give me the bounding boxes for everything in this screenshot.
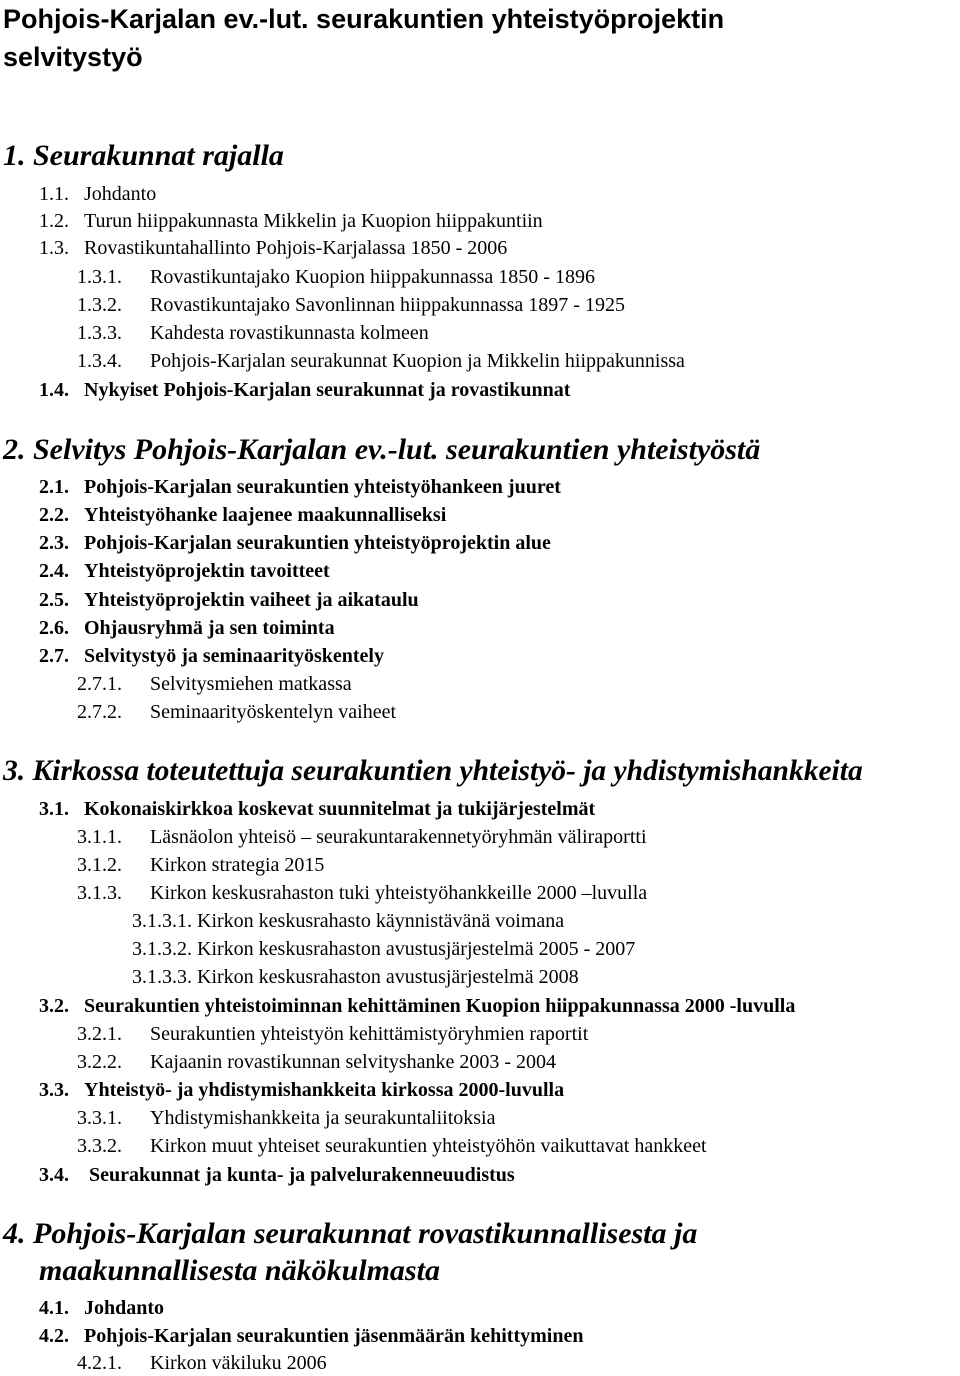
toc-number: 1.3.1. — [77, 266, 122, 288]
toc-item-1-3-4 — [77, 348, 685, 374]
toc-text: Kirkon muut yhteiset seurakuntien yhteistyöhön vaikuttavat hankkeet — [150, 1135, 707, 1157]
toc-number: 2.3. — [39, 532, 69, 554]
toc-item-3-1-1 — [77, 824, 647, 850]
toc-item-3-1-3-2 — [132, 936, 635, 962]
toc-text: Rovastikuntajako Kuopion hiippakunnassa 1850 - 1896 — [150, 266, 595, 288]
toc-number: 3.3.1. — [77, 1107, 122, 1129]
toc-number: 2.7. — [39, 645, 69, 667]
toc-number: 3.4. — [39, 1164, 69, 1186]
toc-text: Kirkon keskusrahaston avustusjärjestelmä 2005 - 2007 — [197, 938, 636, 960]
toc-item-2-6 — [39, 615, 335, 641]
toc-text: Rovastikuntajako Savonlinnan hiippakunnassa 1897 - 1925 — [150, 294, 625, 316]
section-2-heading: 2. Selvitys Pohjois-Karjalan ev.-lut. seurakuntien yhteistyöstä — [3, 433, 761, 466]
toc-text: Kokonaiskirkkoa koskevat suunnitelmat ja tukijärjestelmät — [84, 798, 596, 820]
toc-item-1-3 — [39, 235, 507, 261]
toc-text: Yhteistyöprojektin vaiheet ja aikataulu — [84, 589, 419, 611]
toc-number: 3.2.2. — [77, 1051, 122, 1073]
toc-item-2-3 — [39, 530, 551, 556]
document-title-line-1: Pohjois-Karjalan ev.-lut. seurakuntien yhteistyöprojektin — [3, 4, 725, 34]
toc-item-1-2 — [39, 208, 543, 234]
toc-item-3-1-3-3 — [132, 964, 579, 990]
toc-item-2-2 — [39, 502, 446, 528]
toc-item-4-2-1 — [77, 1350, 327, 1376]
toc-item-3-1 — [39, 796, 595, 822]
toc-text: Pohjois-Karjalan seurakuntien yhteistyöprojektin alue — [84, 532, 551, 554]
toc-number: 2.1. — [39, 476, 69, 498]
toc-text: Yhteistyöhanke laajenee maakunnalliseksi — [84, 504, 447, 526]
toc-text: Johdanto — [84, 1297, 165, 1319]
toc-item-3-4 — [39, 1162, 515, 1188]
toc-number: 1.2. — [39, 210, 69, 232]
toc-text: Seurakunnat ja kunta- ja palvelurakenneuudistus — [84, 1164, 515, 1186]
toc-item-1-3-1 — [77, 264, 595, 290]
toc-item-3-2 — [39, 993, 795, 1019]
toc-item-3-1-3 — [77, 880, 647, 906]
toc-item-4-2 — [39, 1323, 583, 1349]
toc-text: Pohjois-Karjalan seurakuntien jäsenmäärän kehittyminen — [84, 1325, 584, 1347]
toc-text: Seurakuntien yhteistoiminnan kehittäminen Kuopion hiippakunnassa 2000 -luvulla — [84, 995, 796, 1017]
toc-number: 3.3. — [39, 1079, 69, 1101]
toc-text: Kirkon keskusrahaston tuki yhteistyöhankkeille 2000 –luvulla — [150, 882, 648, 904]
toc-text: Seurakuntien yhteistyön kehittämistyöryhmien raportit — [150, 1023, 589, 1045]
toc-text: Kajaanin rovastikunnan selvityshanke 2003 - 2004 — [150, 1051, 557, 1073]
toc-item-3-2-1 — [77, 1021, 588, 1047]
toc-item-3-1-2 — [77, 852, 324, 878]
toc-text: Ohjausryhmä ja sen toiminta — [84, 617, 335, 639]
toc-item-2-4 — [39, 558, 330, 584]
toc-text: Yhteistyö- ja yhdistymishankkeita kirkossa 2000-luvulla — [84, 1079, 565, 1101]
toc-text: Kirkon väkiluku 2006 — [150, 1352, 327, 1374]
toc-text: Kirkon keskusrahaston avustusjärjestelmä 2008 — [197, 966, 579, 988]
section-3-heading: 3. Kirkossa toteutettuja seurakuntien yhteistyö- ja yhdistymishankkeita — [3, 755, 863, 787]
toc-text: Selvitysmiehen matkassa — [150, 673, 352, 695]
toc-item-3-3-1 — [77, 1105, 496, 1131]
toc-item-2-7-1 — [77, 671, 352, 697]
toc-number: 2.6. — [39, 617, 69, 639]
toc-text: Yhteistyöprojektin tavoitteet — [84, 560, 330, 582]
toc-item-1-4 — [39, 377, 570, 403]
toc-text: Kahdesta rovastikunnasta kolmeen — [150, 322, 429, 344]
toc-text: Kirkon keskusrahasto käynnistävänä voimana — [197, 910, 565, 932]
toc-number: 4.2.1. — [77, 1352, 122, 1374]
toc-item-2-5 — [39, 587, 419, 613]
toc-number: 4.2. — [39, 1325, 69, 1347]
section-1-heading: 1. Seurakunnat rajalla — [3, 139, 284, 172]
toc-number: 3.3.2. — [77, 1135, 122, 1157]
toc-number: 1.3.3. — [77, 322, 122, 344]
toc-item-4-1 — [39, 1295, 164, 1321]
toc-number: 2.7.1. — [77, 673, 122, 695]
toc-item-1-1 — [39, 181, 156, 207]
section-4-heading-line-1: 4. Pohjois-Karjalan seurakunnat rovastikunnallisesta ja — [3, 1217, 698, 1250]
toc-text: Läsnäolon yhteisö – seurakuntarakennetyöryhmän väliraportti — [150, 826, 647, 848]
toc-text: Pohjois-Karjalan seurakunnat Kuopion ja Mikkelin hiippakunnissa — [150, 350, 685, 372]
toc-number: 4.1. — [39, 1297, 69, 1319]
toc-item-2-7-2 — [77, 699, 396, 725]
toc-item-2-1 — [39, 474, 561, 500]
toc-number: 3.1.2. — [77, 854, 122, 876]
toc-text: Pohjois-Karjalan seurakuntien yhteistyöhankeen juuret — [84, 476, 561, 498]
toc-number: 1.3.4. — [77, 350, 122, 372]
toc-number: 1.3.2. — [77, 294, 122, 316]
toc-number: 2.2. — [39, 504, 69, 526]
toc-item-3-2-2 — [77, 1049, 556, 1075]
toc-number: 2.7.2. — [77, 701, 122, 723]
toc-number: 3.1.3.2. — [132, 938, 192, 960]
toc-number: 3.1.1. — [77, 826, 122, 848]
toc-number: 3.1.3.3. — [132, 966, 192, 988]
toc-text: Selvitystyö ja seminaarityöskentely — [84, 645, 384, 667]
toc-text: Rovastikuntahallinto Pohjois-Karjalassa 1850 - 2006 — [84, 237, 508, 259]
toc-text: Seminaarityöskentelyn vaiheet — [150, 701, 397, 723]
toc-number: 2.5. — [39, 589, 69, 611]
toc-item-1-3-2 — [77, 292, 625, 318]
toc-number: 2.4. — [39, 560, 69, 582]
toc-item-3-3 — [39, 1077, 564, 1103]
section-4-heading-line-2: maakunnallisesta näkökulmasta — [39, 1254, 440, 1287]
toc-number: 1.4. — [39, 379, 69, 401]
toc-text: Johdanto — [84, 183, 157, 205]
toc-item-3-1-3-1 — [132, 908, 564, 934]
toc-number: 3.2.1. — [77, 1023, 122, 1045]
toc-text: Turun hiippakunnasta Mikkelin ja Kuopion hiippakuntiin — [84, 210, 543, 232]
toc-text: Kirkon strategia 2015 — [150, 854, 325, 876]
toc-number: 3.1.3. — [77, 882, 122, 904]
toc-number: 1.1. — [39, 183, 69, 205]
toc-item-3-3-2 — [77, 1133, 707, 1159]
toc-text: Yhdistymishankkeita ja seurakuntaliitoksia — [150, 1107, 496, 1129]
toc-item-1-3-3 — [77, 320, 429, 346]
toc-number: 3.2. — [39, 995, 69, 1017]
toc-text: Nykyiset Pohjois-Karjalan seurakunnat ja rovastikunnat — [84, 379, 571, 401]
toc-number: 3.1. — [39, 798, 69, 820]
toc-number: 1.3. — [39, 237, 69, 259]
toc-item-2-7 — [39, 643, 384, 669]
document-title-line-2: selvitystyö — [3, 42, 143, 72]
toc-number: 3.1.3.1. — [132, 910, 192, 932]
